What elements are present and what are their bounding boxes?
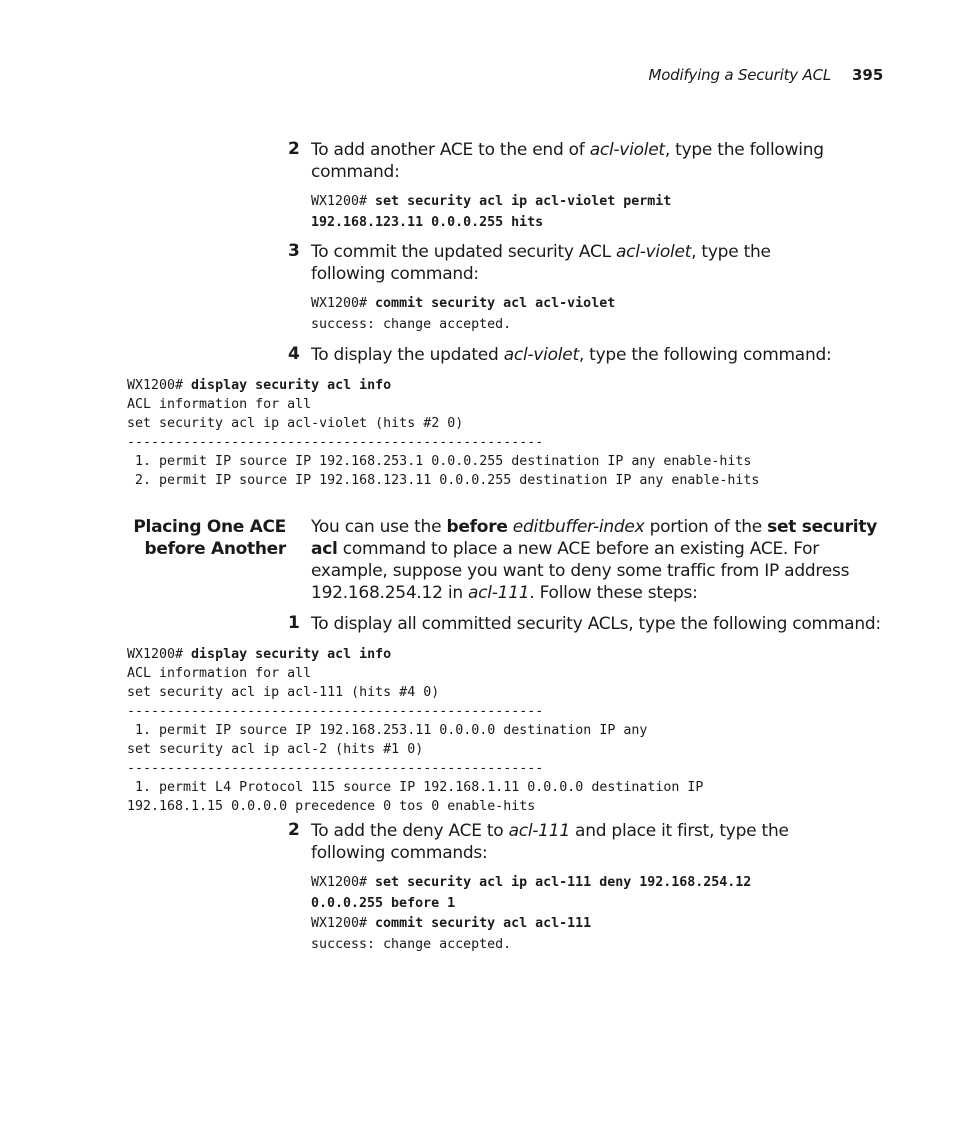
code-command: commit security acl acl-violet: [375, 296, 616, 311]
code-prompt: WX1200#: [311, 194, 376, 209]
code-prompt: WX1200#: [127, 378, 192, 393]
step-text-emphasis: acl-violet: [589, 140, 665, 160]
code-block: [311, 192, 671, 233]
code-prompt: WX1200#: [311, 875, 376, 890]
section-heading: [133, 516, 286, 560]
page-number: 395: [852, 66, 884, 84]
step-text-emphasis: acl-violet: [503, 345, 579, 365]
step-text-part: and place it first, type the following commands:: [311, 821, 789, 863]
output-separator: ----------------------------------------------------: [127, 761, 544, 776]
step-number: 4: [288, 344, 300, 364]
step-text-part: , type the following command:: [311, 140, 824, 182]
code-command: set security acl ip acl-violet permit: [375, 194, 672, 209]
step-text-part: , type the following command:: [311, 242, 771, 284]
step-text-part: To add the deny ACE to: [311, 821, 509, 841]
step-number: 3: [288, 241, 300, 261]
output-line: 2. permit IP source IP 192.168.123.11 0.0.0.255 destination IP any enable-hits: [127, 473, 760, 488]
output-line: 192.168.1.15 0.0.0.0 precedence 0 tos 0 enable-hits: [127, 799, 536, 814]
step-text: To display all committed security ACLs, type the following command:: [311, 614, 881, 634]
step-text-part: , type the following command:: [578, 345, 832, 365]
section-heading-line: before Another: [144, 539, 286, 559]
command-output-block: [127, 376, 759, 490]
paragraph-text: command to place a new ACE before an existing ACE. For example, suppose you want to deny some traffic from IP address 192.168.254.12 in: [311, 539, 850, 603]
step-text: [311, 139, 831, 183]
code-command: 0.0.0.255 before 1: [311, 895, 456, 911]
code-output: success: change accepted.: [311, 936, 512, 952]
output-line: ACL information for all: [127, 666, 312, 681]
paragraph-text: portion of the: [644, 517, 768, 537]
output-line: set security acl ip acl-2 (hits #1 0): [127, 742, 424, 757]
code-command: display security acl info: [191, 378, 392, 393]
output-separator: ----------------------------------------------------: [127, 435, 544, 450]
output-line: set security acl ip acl-111 (hits #4 0): [127, 685, 440, 700]
step-text: [311, 344, 891, 366]
command-output-block: [127, 645, 703, 816]
step-text-emphasis: acl-violet: [615, 242, 692, 262]
paragraph-bold: before: [446, 517, 508, 537]
running-header-title: Modifying a Security ACL: [648, 66, 831, 84]
step-text: [311, 241, 841, 285]
code-prompt: WX1200#: [311, 296, 376, 311]
step-number: 2: [288, 139, 300, 159]
paragraph-bold: set security acl: [311, 517, 878, 559]
code-block: [311, 873, 751, 955]
code-prompt: WX1200#: [127, 647, 192, 662]
step-number: 2: [288, 820, 300, 840]
output-line: 1. permit L4 Protocol 115 source IP 192.168.1.11 0.0.0.0 destination IP: [127, 780, 704, 795]
step-text-part: To add another ACE to the end of: [311, 140, 590, 160]
section-heading-line: Placing One ACE: [133, 517, 286, 537]
section-paragraph: [311, 516, 883, 604]
code-command: 192.168.123.11 0.0.0.255 hits: [311, 214, 544, 230]
code-output: success: change accepted.: [311, 316, 512, 332]
paragraph-emphasis: editbuffer-index: [512, 517, 645, 537]
code-command: set security acl ip acl-111 deny 192.168.254.12: [375, 875, 752, 890]
output-separator: ----------------------------------------------------: [127, 704, 544, 719]
output-line: 1. permit IP source IP 192.168.253.1 0.0.0.255 destination IP any enable-hits: [127, 454, 752, 469]
output-line: set security acl ip acl-violet (hits #2 0): [127, 416, 464, 431]
code-block: [311, 294, 615, 335]
step-text-emphasis: acl-111: [508, 821, 570, 841]
paragraph-emphasis: acl-111: [468, 583, 530, 603]
code-prompt: WX1200#: [311, 916, 376, 931]
paragraph-text: You can use the: [311, 517, 447, 537]
step-number: 1: [288, 613, 300, 633]
code-command: commit security acl acl-111: [375, 916, 592, 931]
step-text-part: To display the updated: [311, 345, 504, 365]
output-line: 1. permit IP source IP 192.168.253.11 0.0.0.0 destination IP any: [127, 723, 648, 738]
step-text-part: To commit the updated security ACL: [311, 242, 616, 262]
step-text: [311, 820, 861, 864]
paragraph-text: . Follow these steps:: [529, 583, 698, 603]
code-command: display security acl info: [191, 647, 392, 662]
output-line: ACL information for all: [127, 397, 312, 412]
